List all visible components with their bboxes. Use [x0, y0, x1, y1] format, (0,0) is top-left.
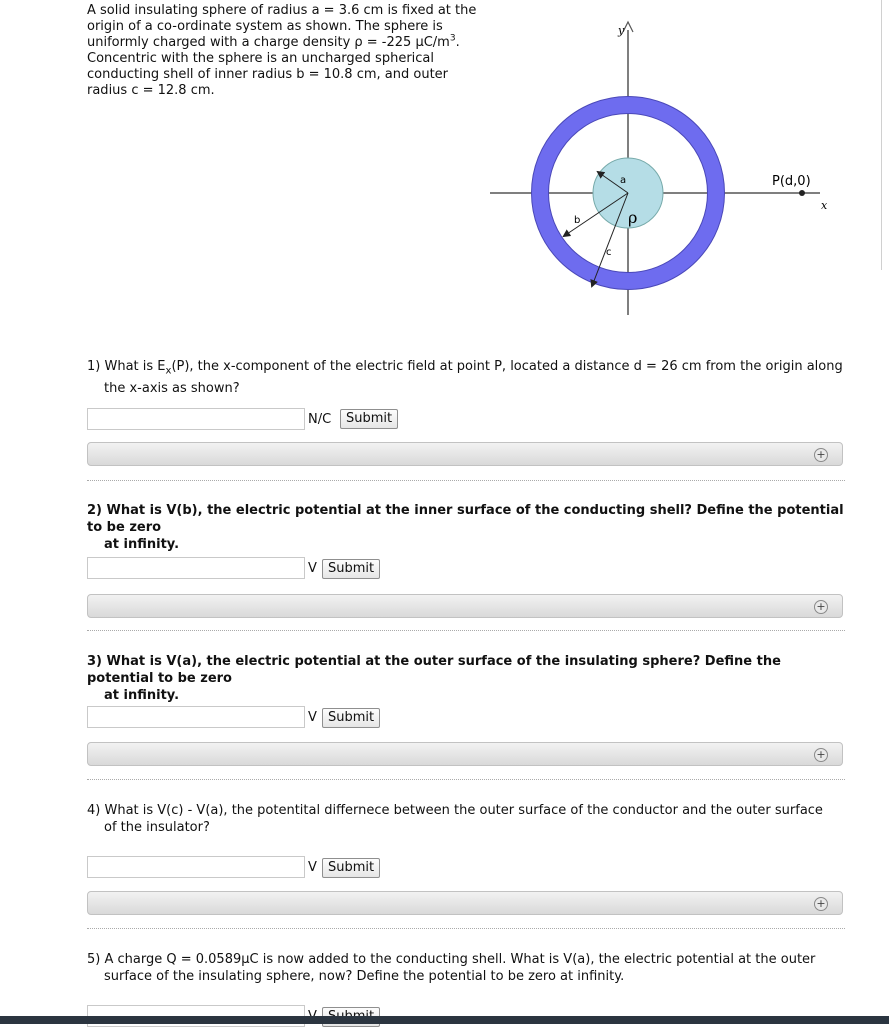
question-4-answer-input[interactable] — [87, 856, 305, 878]
question-4-divider — [87, 928, 845, 929]
question-1-answer-input[interactable] — [87, 408, 305, 430]
point-p-label: P(d,0) — [772, 174, 811, 189]
label-b: b — [574, 215, 581, 226]
intro-line-1: A solid insulating sphere of radius a = 3.6 cm is fixed at the — [87, 3, 477, 18]
window-bottom-edge — [0, 1016, 889, 1024]
question-2-answer-input[interactable] — [87, 557, 305, 579]
question-2-text-continued: at infinity. — [104, 537, 180, 552]
question-1-unit: N/C — [308, 412, 332, 427]
question-3-answer-input[interactable] — [87, 706, 305, 728]
question-3-unit: V — [308, 710, 317, 725]
question-3-text-continued: at infinity. — [104, 688, 180, 703]
question-3-number: 3) — [87, 654, 102, 669]
question-2-submit-button[interactable]: Submit — [322, 559, 380, 579]
intro-exponent: 3 — [449, 33, 456, 44]
expand-plus-icon[interactable]: + — [814, 600, 828, 614]
intro-line-4: Concentric with the sphere is an uncharged spherical — [87, 51, 435, 66]
intro-line-6: radius c = 12.8 cm. — [87, 83, 215, 98]
question-4-hint-bar[interactable] — [87, 891, 843, 915]
point-p-dot — [799, 190, 805, 196]
expand-plus-icon[interactable]: + — [814, 897, 828, 911]
question-1-submit-button[interactable]: Submit — [340, 409, 398, 429]
question-5-number: 5) — [87, 952, 101, 967]
intro-line-3 — [87, 35, 487, 51]
label-rho: ρ — [628, 208, 638, 227]
sphere-shell-diagram — [480, 10, 840, 320]
scrollbar-track[interactable] — [881, 0, 889, 270]
question-2-number: 2) — [87, 503, 102, 518]
question-4-text-continued: of the insulator? — [104, 820, 210, 835]
label-a: a — [620, 175, 627, 186]
question-4-text — [87, 802, 847, 836]
x-axis-label: x — [821, 199, 828, 212]
question-2-text-main: What is V(b), the electric potential at the inner surface of the conducting shell? Define the potential to be zero — [87, 503, 844, 535]
question-1-number: 1) — [87, 359, 101, 374]
question-5-text — [87, 951, 847, 985]
question-3-text — [87, 653, 847, 704]
expand-plus-icon[interactable]: + — [814, 448, 828, 462]
question-1-text-start: What is E — [104, 359, 166, 374]
question-2-divider — [87, 630, 845, 631]
question-3-text-main: What is V(a), the electric potential at the outer surface of the insulating sphere? Define the potential to be zero — [87, 654, 781, 686]
question-3-divider — [87, 779, 845, 780]
question-4-submit-button[interactable]: Submit — [322, 858, 380, 878]
question-4-number: 4) — [87, 803, 101, 818]
question-1-text-end: (P), the x-component of the electric field at point P, located a distance d = 26 cm from the origin along — [171, 359, 843, 374]
intro-line-2: origin of a co-ordinate system as shown. The sphere is — [87, 19, 443, 34]
question-1-hint-bar[interactable] — [87, 442, 843, 466]
question-2-unit: V — [308, 561, 317, 576]
question-2-text — [87, 502, 847, 553]
problem-statement — [87, 3, 487, 99]
question-1-divider — [87, 480, 845, 481]
question-5-text-continued: surface of the insulating sphere, now? Define the potential to be zero at infinity. — [104, 969, 625, 984]
question-5-text-main: A charge Q = 0.0589μC is now added to the conducting shell. What is V(a), the electric potential at the outer — [104, 952, 816, 967]
question-3-hint-bar[interactable] — [87, 742, 843, 766]
question-3-submit-button[interactable]: Submit — [322, 708, 380, 728]
question-1-text-continued: the x-axis as shown? — [104, 380, 240, 396]
intro-line-3-text: uniformly charged with a charge density ρ = -225 μC/m — [87, 35, 450, 50]
intro-line-3-end: . — [455, 35, 460, 50]
question-4-text-main: What is V(c) - V(a), the potentital differnece between the outer surface of the conductor and the outer surface — [104, 803, 823, 818]
question-2-hint-bar[interactable] — [87, 594, 843, 618]
question-1-text — [87, 358, 847, 397]
label-c: c — [606, 247, 612, 258]
expand-plus-icon[interactable]: + — [814, 748, 828, 762]
y-axis-label: y — [618, 24, 625, 37]
question-4-unit: V — [308, 860, 317, 875]
intro-line-5: conducting shell of inner radius b = 10.8 cm, and outer — [87, 67, 449, 82]
question-1-subscript: x — [165, 365, 172, 377]
